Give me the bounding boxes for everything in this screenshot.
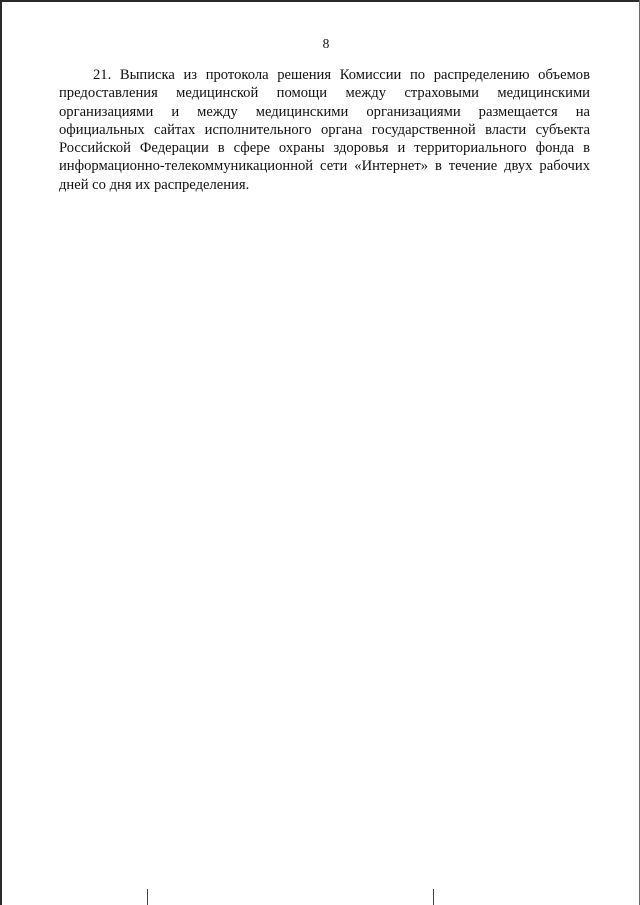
scan-mark-right bbox=[433, 889, 434, 905]
scan-border-left bbox=[0, 0, 2, 905]
scan-border-top bbox=[0, 0, 640, 2]
paragraph-21-text: 21. Выписка из протокола решения Комиссии по распределению объемов предоставления медицинской помощи между страховыми медицинскими организациями и между медицинскими организациями размещается на официальных сайтах исполнительного органа государственной власти субъекта Российской Федерации в сфере охраны здоровья и территориального фонда в информационно-телекоммуникационной сети «Интернет» в течение двух рабочих дней со дня их распределения. bbox=[59, 67, 590, 193]
paragraph-21 bbox=[59, 66, 590, 194]
scan-mark-left bbox=[147, 889, 148, 905]
page-number: 8 bbox=[322, 36, 330, 51]
